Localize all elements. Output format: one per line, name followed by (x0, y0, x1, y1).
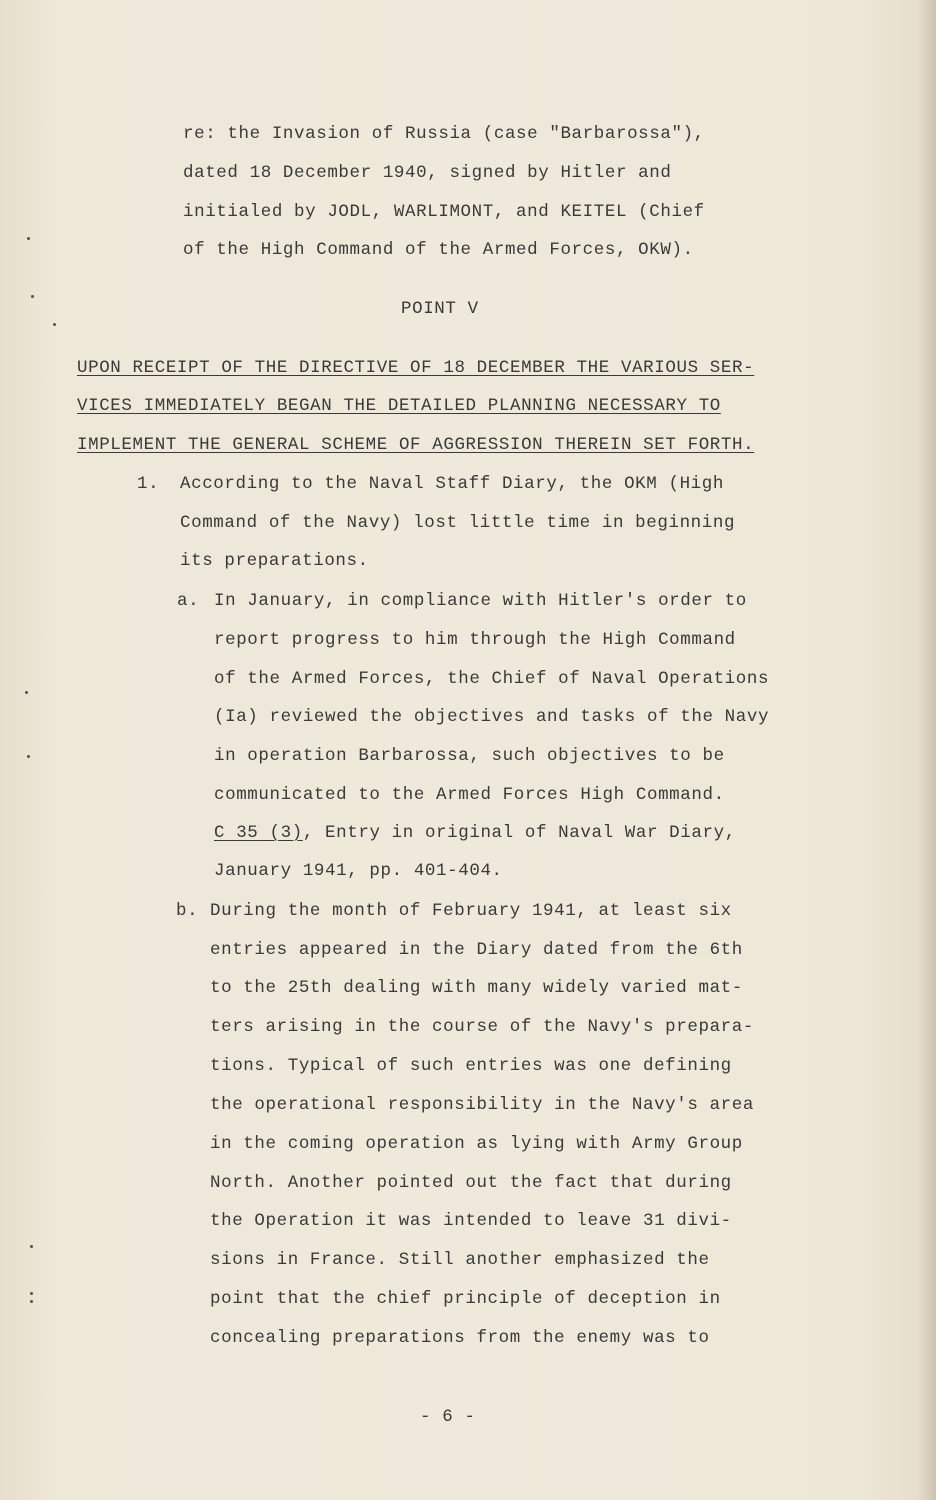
subitem-line: the Operation it was intended to leave 31 divi- (210, 1211, 732, 1231)
subitem-line: communicated to the Armed Forces High Command. (214, 785, 725, 805)
citation-line (214, 822, 736, 844)
section-heading: POINT V (401, 299, 479, 319)
margin-speck (30, 1292, 33, 1295)
subitem-line: to the 25th dealing with many widely varied mat- (210, 978, 743, 998)
subitem-line: point that the chief principle of deception in (210, 1289, 721, 1309)
citation-reference: C 35 (3) (214, 823, 303, 843)
margin-speck (31, 295, 34, 298)
item-line: its preparations. (180, 551, 369, 571)
intro-line: initialed by JODL, WARLIMONT, and KEITEL (Chief (183, 202, 705, 222)
statement-line: IMPLEMENT THE GENERAL SCHEME OF AGGRESSION THEREIN SET FORTH. (77, 435, 755, 455)
subitem-line: During the month of February 1941, at least six (210, 901, 732, 921)
intro-line: re: the Invasion of Russia (case "Barbarossa"), (183, 124, 705, 144)
margin-speck (30, 1300, 33, 1303)
item-line: According to the Naval Staff Diary, the OKM (High (180, 474, 724, 494)
subitem-line: (Ia) reviewed the objectives and tasks of the Navy (214, 707, 770, 727)
citation-text: , Entry in original of Naval War Diary, (302, 823, 736, 843)
citation-line: January 1941, pp. 401-404. (214, 861, 503, 881)
subitem-line: of the Armed Forces, the Chief of Naval Operations (214, 669, 770, 689)
subitem-letter: b. (176, 901, 199, 921)
page-number: - 6 - (420, 1407, 476, 1427)
item-number: 1. (137, 474, 160, 494)
intro-line: dated 18 December 1940, signed by Hitler and (183, 163, 672, 183)
subitem-line: in operation Barbarossa, such objectives to be (214, 746, 725, 766)
subitem-line: sions in France. Still another emphasized the (210, 1250, 710, 1270)
subitem-line: North. Another pointed out the fact that during (210, 1173, 732, 1193)
statement-line: VICES IMMEDIATELY BEGAN THE DETAILED PLANNING NECESSARY TO (77, 396, 721, 416)
margin-speck (30, 1245, 33, 1248)
item-line: Command of the Navy) lost little time in beginning (180, 513, 736, 533)
margin-speck (27, 237, 30, 240)
subitem-line: in the coming operation as lying with Army Group (210, 1134, 743, 1154)
subitem-line: entries appeared in the Diary dated from the 6th (210, 940, 743, 960)
subitem-line: concealing preparations from the enemy was to (210, 1328, 710, 1348)
subitem-line: the operational responsibility in the Navy's area (210, 1095, 754, 1115)
subitem-line: In January, in compliance with Hitler's order to (214, 591, 747, 611)
statement-line: UPON RECEIPT OF THE DIRECTIVE OF 18 DECEMBER THE VARIOUS SER- (77, 358, 755, 378)
subitem-line: ters arising in the course of the Navy's prepara- (210, 1017, 754, 1037)
margin-speck (53, 323, 56, 326)
subitem-line: tions. Typical of such entries was one defining (210, 1056, 732, 1076)
subitem-line: report progress to him through the High Command (214, 630, 736, 650)
subitem-letter: a. (177, 591, 200, 611)
margin-speck (27, 755, 30, 758)
page-edge-shadow (918, 0, 936, 1500)
intro-line: of the High Command of the Armed Forces, OKW). (183, 240, 694, 260)
margin-speck (25, 691, 28, 694)
